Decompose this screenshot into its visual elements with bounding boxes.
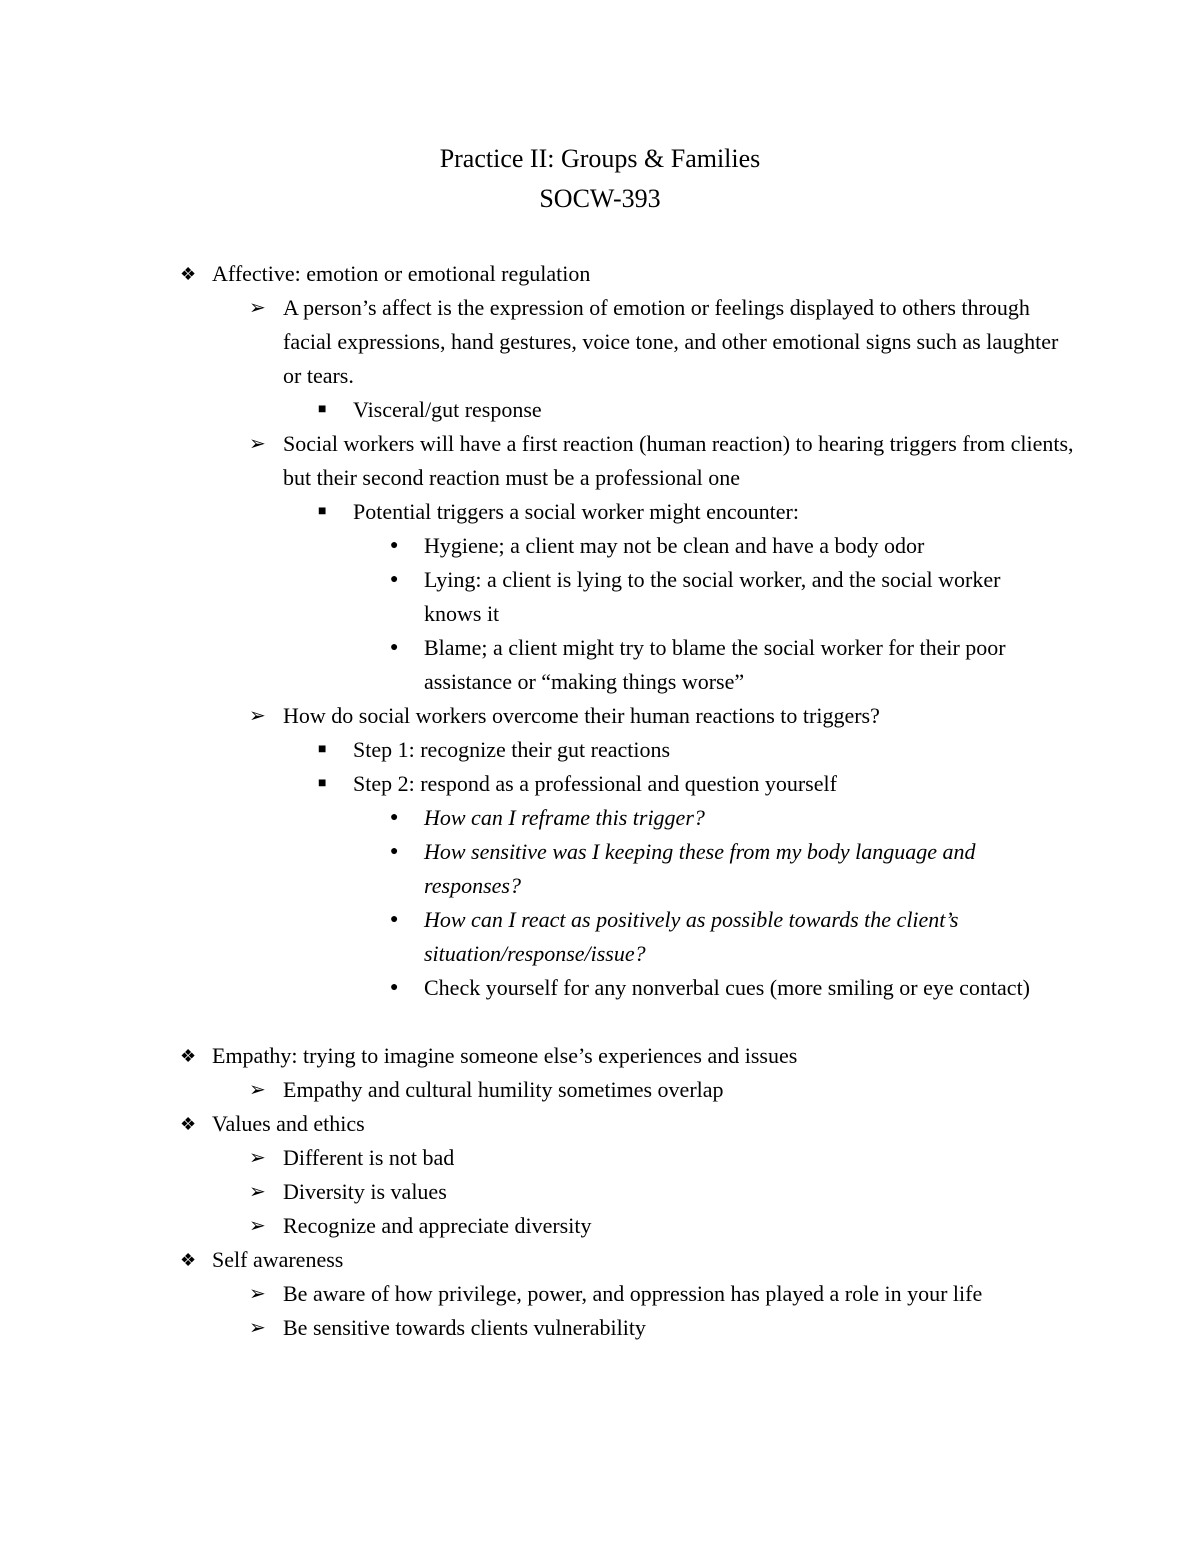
list-item (0, 631, 1060, 699)
list-item-text: Be aware of how privilege, power, and oppression has played a role in your life (283, 1281, 983, 1306)
list-item-text: Step 2: respond as a professional and question yourself (353, 771, 837, 796)
list-item-text: A person’s affect is the expression of emotion or feelings displayed to others through facial expressions, hand gestures, voice tone, and other emotional signs such as laughter or tears. (283, 295, 1059, 388)
list-item (0, 563, 1060, 631)
list-item-text: Lying: a client is lying to the social worker, and the social worker knows it (424, 567, 1001, 626)
square-bullet-icon: ■ (318, 776, 327, 791)
arrow-bullet-icon: ➢ (249, 1215, 266, 1237)
list-item (0, 835, 1060, 903)
list-item-text: Step 1: recognize their gut reactions (353, 737, 671, 762)
arrow-bullet-icon: ➢ (249, 297, 266, 319)
square-bullet-icon: ■ (318, 504, 327, 519)
section-empathy (0, 1039, 1080, 1073)
list-item-text: Different is not bad (283, 1145, 455, 1170)
document-title: Practice II: Groups & Families (439, 144, 761, 173)
dot-bullet-icon: ● (390, 844, 399, 859)
list-item-text: Potential triggers a social worker might encounter: (353, 499, 799, 524)
list-item (0, 1073, 1075, 1107)
list-item (0, 1175, 1075, 1209)
arrow-bullet-icon: ➢ (249, 1181, 266, 1203)
list-item-text: Visceral/gut response (353, 397, 542, 422)
list-item-text: Empathy and cultural humility sometimes overlap (283, 1077, 724, 1102)
list-item (0, 733, 1060, 767)
dot-bullet-icon: ● (390, 538, 399, 553)
list-item-text: Blame; a client might try to blame the social worker for their poor assistance or “making things worse” (424, 635, 1006, 694)
list-item-text: How sensitive was I keeping these from my body language and responses? (424, 839, 976, 898)
dot-bullet-icon: ● (390, 572, 399, 587)
course-code: SOCW-393 (539, 184, 661, 213)
list-item-text: Check yourself for any nonverbal cues (more smiling or eye contact) (424, 975, 1031, 1000)
section-self-awareness (0, 1243, 1080, 1277)
list-item (0, 1209, 1075, 1243)
list-item (0, 529, 1060, 563)
diamond-bullet-icon: ❖ (180, 1046, 197, 1066)
notes-outline (0, 257, 1200, 1345)
arrow-bullet-icon: ➢ (249, 433, 266, 455)
section-heading: Affective: emotion or emotional regulation (212, 261, 591, 286)
section-affective (0, 257, 1080, 291)
list-item (0, 427, 1075, 495)
list-item-text: How can I react as positively as possible towards the client’s situation/response/issue? (424, 907, 959, 966)
dot-bullet-icon: ● (390, 980, 399, 995)
list-item (0, 1277, 1075, 1311)
dot-bullet-icon: ● (390, 912, 399, 927)
list-item (0, 767, 1060, 801)
list-item (0, 971, 1060, 1005)
diamond-bullet-icon: ❖ (180, 264, 197, 284)
list-item (0, 291, 1075, 393)
list-item (0, 1311, 1075, 1345)
section-values (0, 1107, 1080, 1141)
list-item (0, 801, 1060, 835)
list-item (0, 495, 1060, 529)
arrow-bullet-icon: ➢ (249, 1079, 266, 1101)
square-bullet-icon: ■ (318, 402, 327, 417)
section-spacer (0, 1005, 1200, 1039)
section-heading: Self awareness (212, 1247, 344, 1272)
list-item-text: How can I reframe this trigger? (424, 805, 705, 830)
list-item-text: Diversity is values (283, 1179, 447, 1204)
list-item-text: Social workers will have a first reaction (human reaction) to hearing triggers from clients, but their second reaction must be a professional one (283, 431, 1074, 490)
section-heading: Values and ethics (212, 1111, 365, 1136)
list-item-text: How do social workers overcome their human reactions to triggers? (283, 703, 880, 728)
arrow-bullet-icon: ➢ (249, 1317, 266, 1339)
list-item (0, 393, 1060, 427)
arrow-bullet-icon: ➢ (249, 705, 266, 727)
list-item-text: Be sensitive towards clients vulnerability (283, 1315, 646, 1340)
dot-bullet-icon: ● (390, 640, 399, 655)
list-item (0, 903, 1060, 971)
diamond-bullet-icon: ❖ (180, 1250, 197, 1270)
arrow-bullet-icon: ➢ (249, 1147, 266, 1169)
diamond-bullet-icon: ❖ (180, 1114, 197, 1134)
section-heading: Empathy: trying to imagine someone else’s experiences and issues (212, 1043, 798, 1068)
list-item (0, 699, 1075, 733)
arrow-bullet-icon: ➢ (249, 1283, 266, 1305)
square-bullet-icon: ■ (318, 742, 327, 757)
list-item (0, 1141, 1075, 1175)
dot-bullet-icon: ● (390, 810, 399, 825)
list-item-text: Hygiene; a client may not be clean and have a body odor (424, 533, 925, 558)
list-item-text: Recognize and appreciate diversity (283, 1213, 592, 1238)
